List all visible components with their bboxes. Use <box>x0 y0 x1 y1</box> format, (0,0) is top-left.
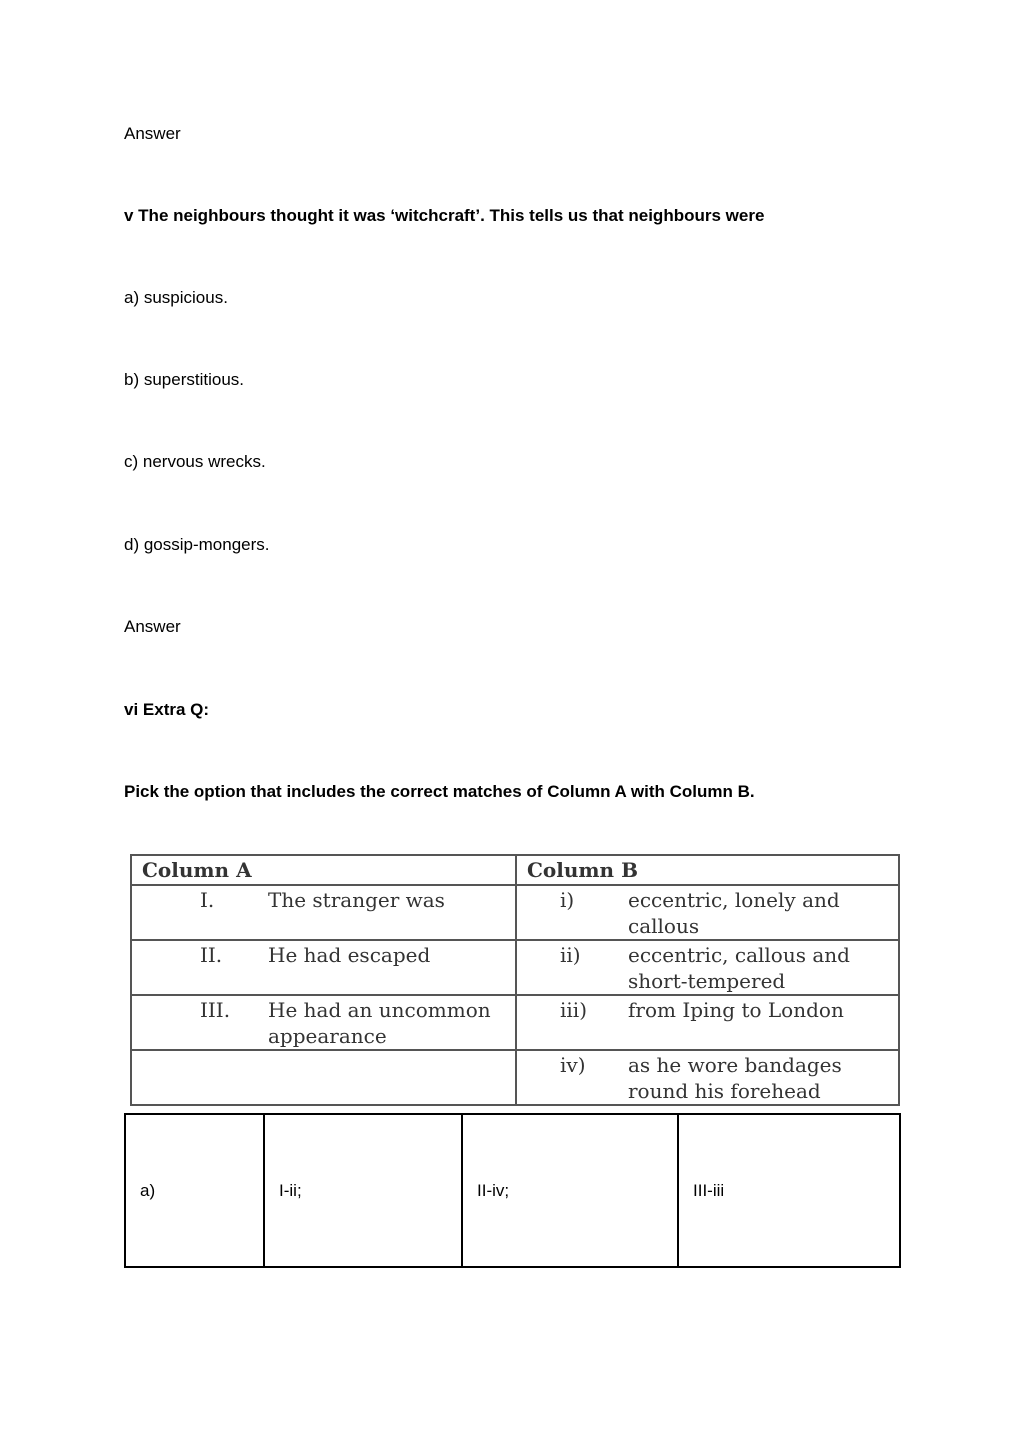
b-number: iii) <box>560 998 587 1022</box>
answer-label: Answer <box>124 124 181 143</box>
b-number: iv) <box>560 1053 586 1077</box>
column-b-cell <box>516 885 899 940</box>
table-row <box>131 995 899 1050</box>
column-b-cell <box>516 995 899 1050</box>
question-v: v The neighbours thought it was ‘witchcraft’. This tells us that neighbours were <box>124 206 765 225</box>
column-a-cell <box>131 1050 516 1105</box>
column-b-cell <box>516 940 899 995</box>
match-table-header <box>131 855 899 885</box>
match-table <box>130 854 900 1106</box>
question-vi: vi Extra Q: <box>124 700 210 719</box>
column-a-cell <box>131 995 516 1050</box>
b-text: as he wore bandages round his forehead <box>628 1053 842 1103</box>
column-a-cell <box>131 885 516 940</box>
table-row <box>131 885 899 940</box>
option-d: d) gossip-mongers. <box>124 535 270 554</box>
b-number: ii) <box>560 943 581 967</box>
a-text: He had an uncommon appearance <box>268 998 491 1048</box>
b-text: from Iping to London <box>628 998 844 1022</box>
table-row <box>131 1050 899 1105</box>
option-label: a) <box>125 1114 264 1267</box>
b-number: i) <box>560 888 575 912</box>
option-a: a) suspicious. <box>124 288 228 307</box>
b-text: eccentric, callous and short-tempered <box>628 943 850 993</box>
a-text: The stranger was <box>268 888 445 912</box>
option-b: b) superstitious. <box>124 370 244 389</box>
column-b-header: Column B <box>516 855 899 885</box>
a-number: III. <box>200 998 231 1022</box>
match-3: III-iii <box>678 1114 900 1267</box>
b-text: eccentric, lonely and callous <box>628 888 840 938</box>
match-2: II-iv; <box>462 1114 678 1267</box>
answer-label: Answer <box>124 617 181 636</box>
answer-options-table <box>124 1113 901 1268</box>
column-b-cell <box>516 1050 899 1105</box>
a-number: I. <box>200 888 215 912</box>
column-a-cell <box>131 940 516 995</box>
instruction: Pick the option that includes the correct matches of Column A with Column B. <box>124 782 755 801</box>
table-row <box>125 1114 900 1267</box>
match-1: I-ii; <box>264 1114 462 1267</box>
column-a-header: Column A <box>131 855 516 885</box>
a-text: He had escaped <box>268 943 431 967</box>
a-number: II. <box>200 943 223 967</box>
option-c: c) nervous wrecks. <box>124 452 266 471</box>
table-row <box>131 940 899 995</box>
